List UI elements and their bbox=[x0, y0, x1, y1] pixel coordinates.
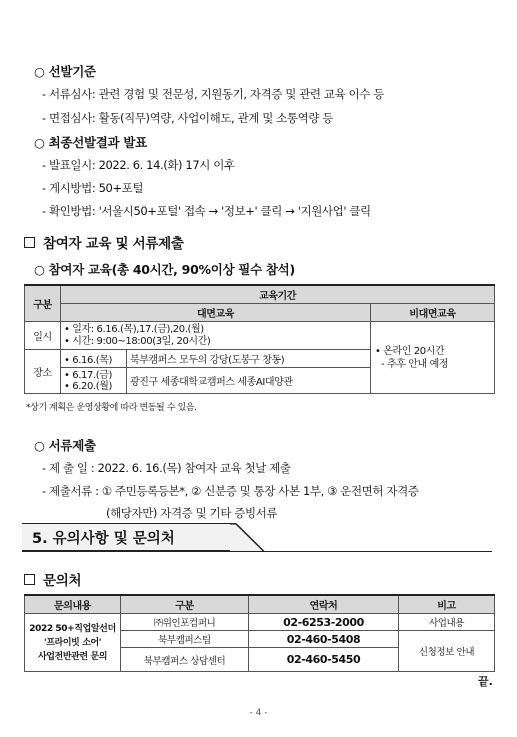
edu-row-datetime-label: 일시 bbox=[25, 322, 61, 350]
edu-heading: ○ 참여자 교육(총 40시간, 90%이상 필수 참석) bbox=[34, 262, 295, 277]
section-edu-title: 참여자 교육 및 서류제출 bbox=[43, 236, 184, 252]
edu-place2-location: 광진구 세종대학교캠퍼스 세종AI대양관 bbox=[127, 368, 371, 394]
contact-heading bbox=[24, 569, 81, 589]
contact-dept-2: 북부캠퍼스팀 bbox=[121, 631, 249, 648]
contact-phone-2: 02-460-5408 bbox=[249, 631, 399, 648]
edu-row-datetime-value bbox=[61, 322, 371, 350]
edu-online-note: - 추후 안내 예정 bbox=[381, 358, 449, 370]
edu-col-period: 교육기간 bbox=[61, 285, 495, 304]
docs-item-list: - 제출서류 : ① 주민등록등본*, ② 신분증 및 통장 사본 1부, ③ 운전면허 자격증 bbox=[42, 484, 419, 498]
section5-title: 5. 유의사항 및 문의처 bbox=[32, 530, 175, 547]
edu-time-line: • 시간: 9:00~18:00(3일, 20시간) bbox=[64, 335, 211, 347]
contact-col-note: 비고 bbox=[399, 595, 495, 614]
selection-item-document: - 서류심사: 관련 경험 및 전문성, 지원동기, 자격증 및 관련 교육 이수 등 bbox=[42, 87, 384, 101]
selection-heading: ○ 선발기준 bbox=[34, 64, 96, 79]
edu-table bbox=[24, 284, 495, 394]
checkbox-square-icon bbox=[24, 237, 35, 248]
contact-content-line-1: 2022 50+직업알선더 bbox=[29, 623, 116, 634]
contact-col-content: 문의내용 bbox=[25, 595, 121, 614]
edu-row-place-label: 장소 bbox=[25, 350, 61, 394]
contact-phone-1: 02-6253-2000 bbox=[249, 614, 399, 631]
edu-note: *상기 계획은 운영상황에 따라 변동될 수 있음. bbox=[26, 403, 197, 413]
section-edu-heading bbox=[24, 232, 184, 252]
page-number: - 4 - bbox=[249, 708, 268, 718]
edu-col-online: 비대면교육 bbox=[371, 304, 495, 322]
final-item-check: - 확인방법: '서울시50+포털' 접속 → '정보+' 클릭 → '지원사업' 클릭 bbox=[42, 204, 371, 218]
edu-place1-location: 북부캠퍼스 모두의 강당(도봉구 창동) bbox=[127, 350, 371, 368]
edu-online-cell bbox=[371, 322, 495, 394]
edu-col-inperson: 대면교육 bbox=[61, 304, 371, 322]
contact-dept-3: 북부캠퍼스 상담센터 bbox=[121, 648, 249, 672]
checkbox-square-icon bbox=[24, 574, 35, 585]
contact-note-2: 신청정보 안내 bbox=[399, 631, 495, 672]
contact-dept-1: ㈜위인포컴퍼니 bbox=[121, 614, 249, 631]
edu-date-line: • 일자: 6.16.(목),17.(금),20.(월) bbox=[64, 323, 204, 335]
contact-title: 문의처 bbox=[43, 573, 82, 589]
contact-col-dept: 구분 bbox=[121, 595, 249, 614]
edu-place2-date-2: • 6.20.(월) bbox=[64, 380, 112, 392]
docs-item-date: - 제 출 일 : 2022. 6. 16.(목) 참여자 교육 첫날 제출 bbox=[42, 461, 291, 475]
contact-content-cell bbox=[25, 614, 121, 672]
contact-table bbox=[24, 594, 495, 672]
edu-place1-date: • 6.16.(목) bbox=[61, 350, 127, 368]
end-mark: 끝. bbox=[478, 675, 493, 688]
docs-item-list-cont: (해당자만) 자격증 및 기타 증빙서류 bbox=[106, 506, 278, 520]
contact-content-line-3: 사업전반관련 문의 bbox=[37, 651, 108, 662]
section5-underline bbox=[22, 551, 492, 552]
final-heading: ○ 최종선발결과 발표 bbox=[34, 135, 147, 150]
contact-note-1: 사업내용 bbox=[399, 614, 495, 631]
selection-item-interview: - 면접심사: 활동(직무)역량, 사업이해도, 관계 및 소통역량 등 bbox=[42, 111, 334, 125]
contact-phone-3: 02-460-5450 bbox=[249, 648, 399, 672]
edu-online-hours: • 온라인 20시간 bbox=[375, 345, 445, 357]
contact-content-line-2: '프라이빗 소어' bbox=[43, 637, 102, 648]
edu-place2-date-1: • 6.17.(금) bbox=[64, 369, 112, 381]
contact-col-phone: 연락처 bbox=[249, 595, 399, 614]
edu-place2-dates bbox=[61, 368, 127, 394]
final-item-date: - 발표일시: 2022. 6. 14.(화) 17시 이후 bbox=[42, 158, 235, 172]
final-item-method: - 게시방법: 50+포털 bbox=[42, 181, 144, 195]
docs-heading: ○ 서류제출 bbox=[34, 438, 96, 453]
section5-title-bar bbox=[22, 523, 232, 551]
section5-slant-decoration bbox=[230, 523, 266, 553]
edu-col-group: 구분 bbox=[25, 285, 61, 322]
